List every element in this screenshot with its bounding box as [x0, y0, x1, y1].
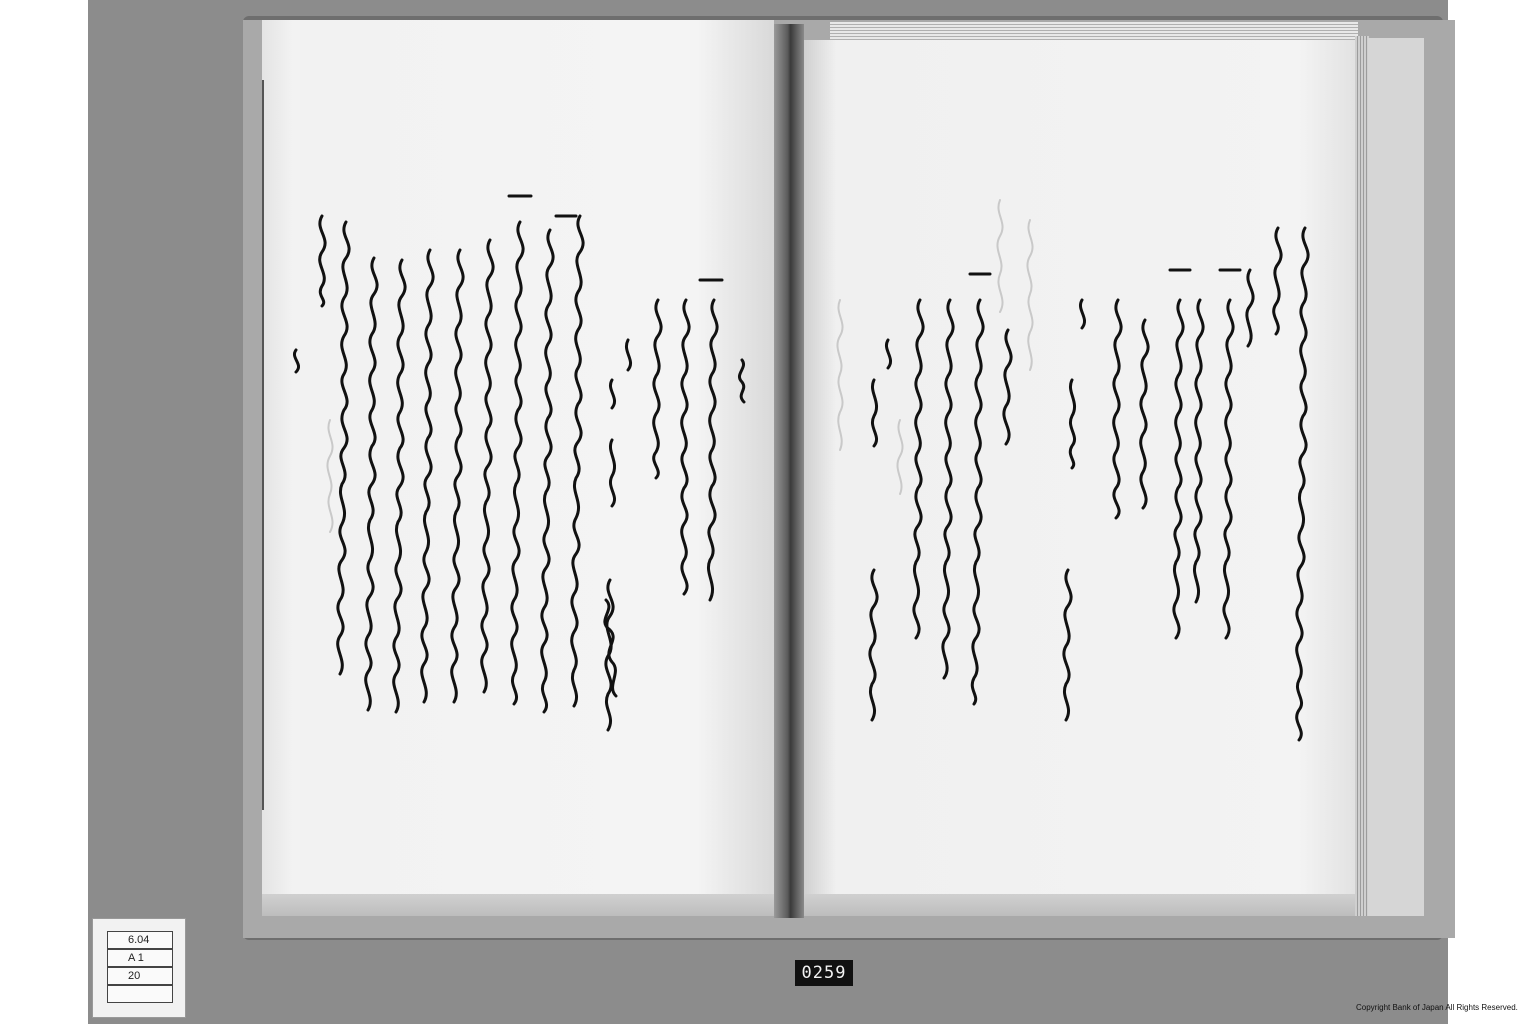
- left-margin-rule: [262, 80, 264, 810]
- right-page-fore-edge: [1355, 36, 1369, 916]
- reference-card-row-1: 6.04: [107, 931, 173, 949]
- right-page: [803, 40, 1355, 916]
- left-page-edge: [262, 894, 774, 916]
- right-cover-edge: [1368, 38, 1424, 916]
- reference-card-row-4: [107, 985, 173, 1003]
- left-page: [262, 20, 774, 916]
- reference-card-row-2: A 1: [107, 949, 173, 967]
- reference-card-row-3: 20: [107, 967, 173, 985]
- book-gutter: [774, 24, 804, 918]
- frame-number: 0259: [795, 960, 853, 986]
- right-page-top-edge: [830, 22, 1358, 42]
- copyright-notice: Copyright Bank of Japan All Rights Reserved.: [1356, 1003, 1518, 1012]
- right-page-edge: [803, 894, 1355, 916]
- reference-card: [92, 918, 186, 1018]
